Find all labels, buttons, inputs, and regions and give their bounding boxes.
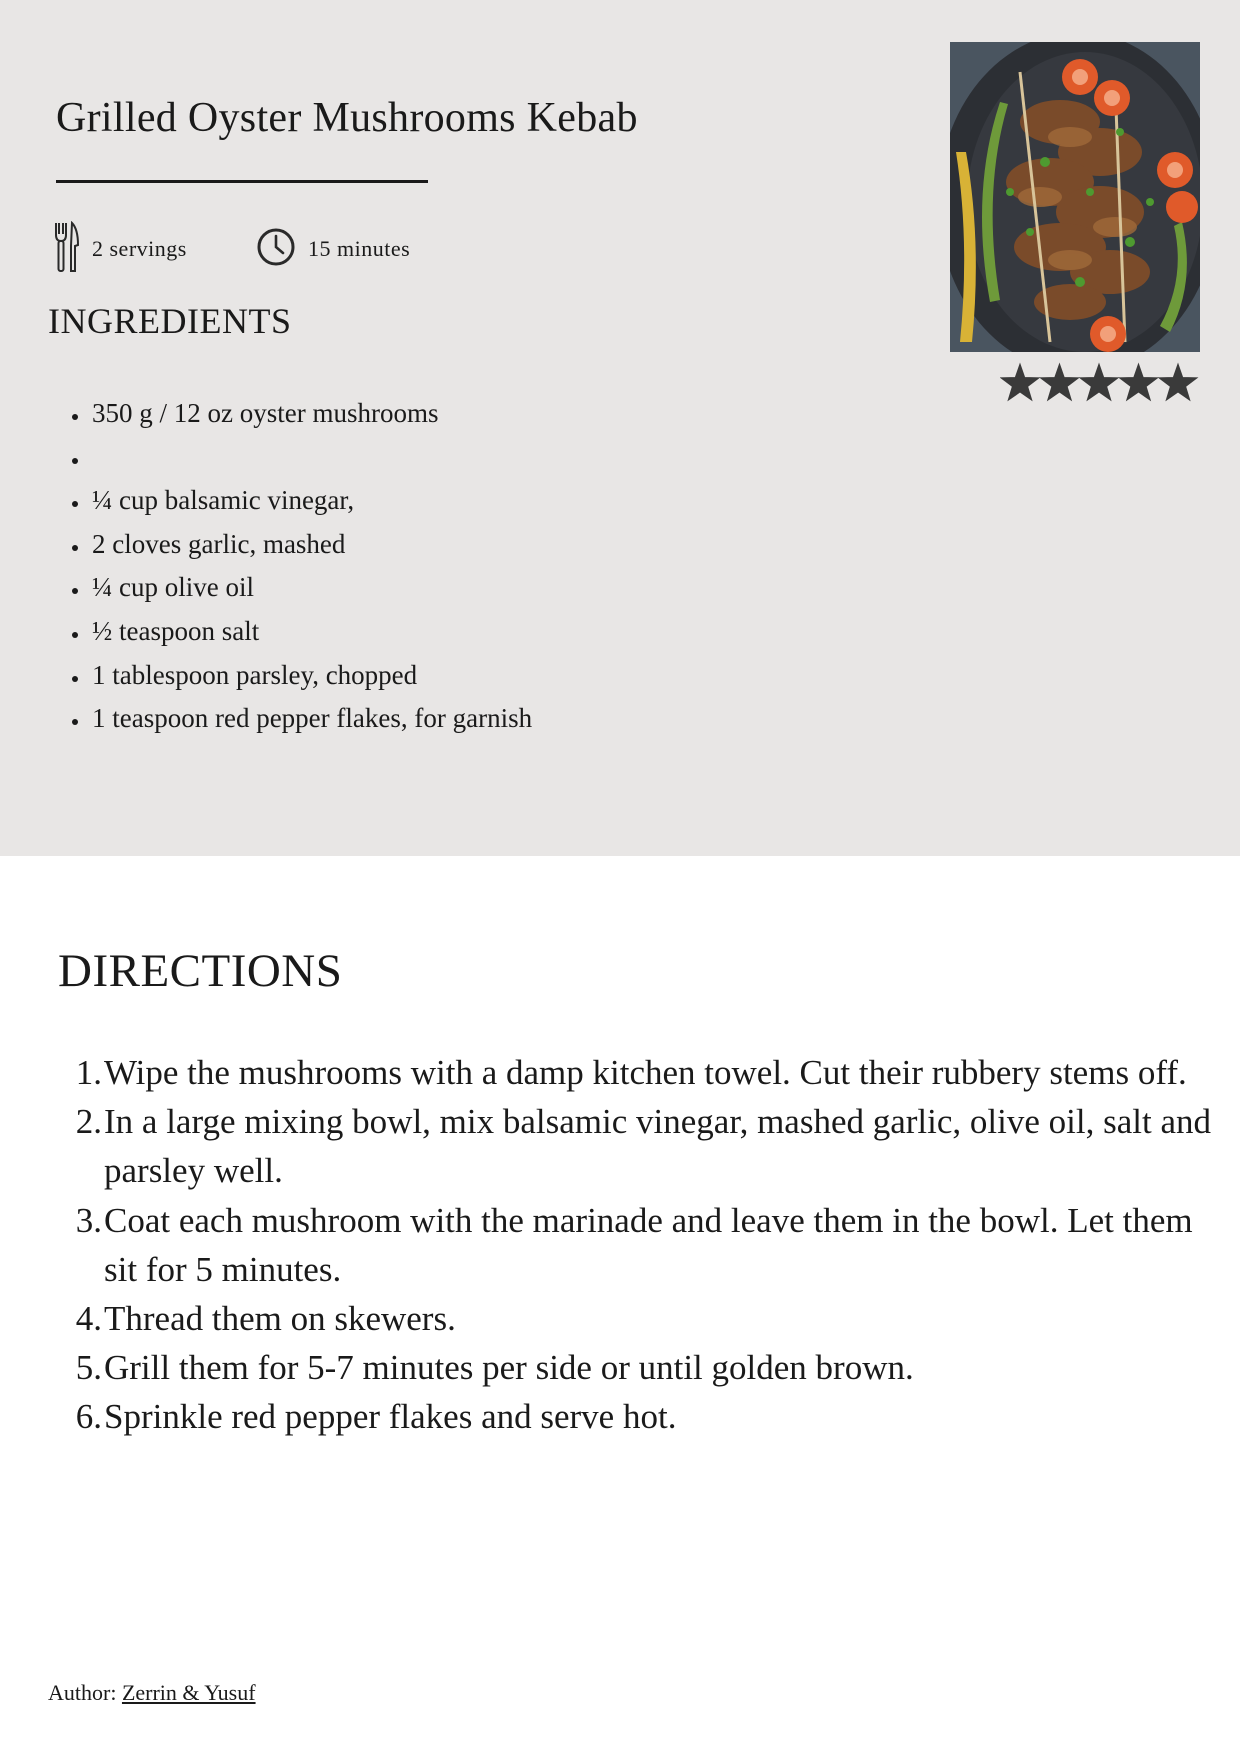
ingredient-item: • ¼ cup balsamic vinegar, — [90, 479, 790, 523]
recipe-title: Grilled Oyster Mushrooms Kebab — [56, 95, 638, 141]
step-text: Thread them on skewers. — [104, 1299, 456, 1339]
direction-step — [62, 1392, 1212, 1441]
directions-heading: DIRECTIONS — [58, 945, 343, 997]
ingredients-list — [62, 392, 790, 741]
author-label: Author: — [48, 1680, 117, 1705]
ingredients-heading: INGREDIENTS — [48, 301, 292, 341]
fork-knife-icon — [54, 221, 80, 278]
step-text: Sprinkle red pepper flakes and serve hot. — [104, 1397, 677, 1437]
recipe-header-panel — [0, 0, 1240, 856]
step-text: Wipe the mushrooms with a damp kitchen towel. Cut their rubbery stems off. — [104, 1053, 1187, 1092]
star-icon — [1159, 364, 1197, 400]
recipe-photo — [950, 42, 1200, 352]
servings-info — [54, 224, 187, 274]
direction-step — [62, 1196, 1212, 1294]
step-number: 2. — [75, 1102, 102, 1142]
step-number: 1. — [75, 1053, 102, 1092]
star-icon — [1080, 364, 1118, 400]
servings-text: 2 servings — [92, 236, 187, 261]
direction-step — [62, 1343, 1212, 1392]
step-number: 5. — [75, 1348, 102, 1388]
clock-icon — [256, 227, 296, 272]
ingredient-item: • ¼ cup olive oil — [90, 566, 790, 610]
ingredient-item: • 1 tablespoon parsley, chopped — [90, 654, 790, 698]
direction-step — [62, 1294, 1212, 1343]
step-text: In a large mixing bowl, mix balsamic vinegar, mashed garlic, olive oil, salt and parsley well. — [104, 1102, 1211, 1191]
author-credit — [48, 1680, 256, 1706]
ingredient-item: • 2 cloves garlic, mashed — [90, 523, 790, 567]
step-number: 3. — [75, 1200, 102, 1240]
ingredient-item: • 350 g / 12 oz oyster mushrooms — [90, 392, 790, 436]
star-icon — [1040, 364, 1078, 400]
direction-step — [62, 1048, 1212, 1097]
step-number: 4. — [75, 1299, 102, 1339]
step-text: Grill them for 5-7 minutes per side or until golden brown. — [104, 1348, 914, 1388]
star-icon — [1119, 364, 1157, 400]
time-info — [256, 224, 410, 274]
ingredient-item — [90, 436, 790, 480]
step-number: 6. — [75, 1397, 102, 1437]
rating-stars-svg — [1000, 358, 1200, 408]
star-icon — [1001, 364, 1039, 400]
rating-stars — [1000, 358, 1200, 408]
direction-step — [62, 1097, 1212, 1195]
time-text: 15 minutes — [308, 236, 411, 261]
author-link[interactable]: Zerrin & Yusuf — [121, 1680, 256, 1705]
ingredient-item: • ½ teaspoon salt — [90, 610, 790, 654]
ingredient-item: • 1 teaspoon red pepper flakes, for garnish — [90, 697, 790, 741]
step-text: Coat each mushroom with the marinade and leave them in the bowl. Let them sit for 5 minutes. — [104, 1200, 1193, 1289]
title-divider — [56, 180, 428, 183]
directions-list — [62, 1048, 1212, 1442]
